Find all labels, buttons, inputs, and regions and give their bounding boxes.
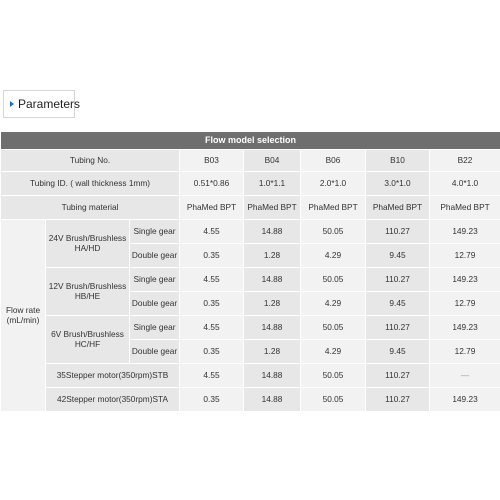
- flow-model-table: [0, 131, 500, 412]
- tubing-id-cell: 1.0*1.1: [244, 172, 301, 196]
- flow-value-cell: 149.23: [430, 316, 500, 340]
- tubing-id-row: [1, 172, 500, 196]
- flow-value-cell: 4.55: [180, 268, 244, 292]
- flow-value-cell: 110.27: [366, 316, 430, 340]
- tubing-id-cell: 2.0*1.0: [301, 172, 366, 196]
- flow-rate-label: Flow rate (mL/min): [1, 220, 46, 412]
- tubing-code-cell: B22: [430, 150, 500, 172]
- flow-value-cell: 4.29: [301, 340, 366, 364]
- parameters-tab[interactable]: [3, 90, 81, 118]
- table-row: [1, 220, 500, 244]
- flow-value-cell: 4.29: [301, 244, 366, 268]
- flow-value-cell: 0.35: [180, 244, 244, 268]
- tubing-no-row: [1, 150, 500, 172]
- flow-value-cell: 110.27: [366, 220, 430, 244]
- flow-value-cell: 12.79: [430, 244, 500, 268]
- flow-value-cell: 9.45: [366, 292, 430, 316]
- flow-value-cell: 14.88: [244, 268, 301, 292]
- single-gear-label: Single gear: [130, 268, 180, 292]
- flow-value-cell: 149.23: [430, 388, 500, 412]
- flow-value-cell: —: [430, 364, 500, 388]
- tubing-id-cell: 0.51*0.86: [180, 172, 244, 196]
- stepper-label: 42Stepper motor(350rpm)STA: [46, 388, 180, 412]
- flow-value-cell: 4.55: [180, 316, 244, 340]
- tubing-material-label: Tubing material: [1, 196, 180, 220]
- flow-value-cell: 110.27: [366, 388, 430, 412]
- flow-value-cell: 50.05: [301, 316, 366, 340]
- single-gear-label: Single gear: [130, 316, 180, 340]
- double-gear-label: Double gear: [130, 292, 180, 316]
- tubing-material-cell: PhaMed BPT: [180, 196, 244, 220]
- table-row: [1, 316, 500, 340]
- table-title-row: [1, 132, 500, 150]
- flow-value-cell: 1.28: [244, 292, 301, 316]
- table-row: [1, 388, 500, 412]
- table-row: [1, 268, 500, 292]
- flow-value-cell: 110.27: [366, 364, 430, 388]
- stepper-label: 35Stepper motor(350rpm)STB: [46, 364, 180, 388]
- flow-value-cell: 14.88: [244, 388, 301, 412]
- motor-label: 6V Brush/Brushless HC/HF: [46, 316, 130, 364]
- tubing-material-cell: PhaMed BPT: [430, 196, 500, 220]
- tubing-code-cell: B10: [366, 150, 430, 172]
- flow-value-cell: 4.55: [180, 364, 244, 388]
- tubing-id-cell: 3.0*1.0: [366, 172, 430, 196]
- double-gear-label: Double gear: [130, 244, 180, 268]
- tubing-material-cell: PhaMed BPT: [301, 196, 366, 220]
- tubing-code-cell: B03: [180, 150, 244, 172]
- flow-value-cell: 149.23: [430, 220, 500, 244]
- flow-value-cell: 0.35: [180, 340, 244, 364]
- flow-value-cell: 1.28: [244, 244, 301, 268]
- flow-value-cell: 0.35: [180, 292, 244, 316]
- flow-value-cell: 14.88: [244, 220, 301, 244]
- flow-value-cell: 0.35: [180, 388, 244, 412]
- motor-label: 24V Brush/Brushless HA/HD: [46, 220, 130, 268]
- tubing-material-row: [1, 196, 500, 220]
- play-arrow-icon: [10, 101, 14, 107]
- tubing-code-cell: B04: [244, 150, 301, 172]
- flow-value-cell: 12.79: [430, 340, 500, 364]
- flow-value-cell: 9.45: [366, 340, 430, 364]
- flow-value-cell: 50.05: [301, 220, 366, 244]
- table-row: [1, 364, 500, 388]
- tubing-material-cell: PhaMed BPT: [366, 196, 430, 220]
- flow-value-cell: 4.29: [301, 292, 366, 316]
- single-gear-label: Single gear: [130, 220, 180, 244]
- flow-value-cell: 14.88: [244, 316, 301, 340]
- flow-value-cell: 50.05: [301, 388, 366, 412]
- tubing-no-label: Tubing No.: [1, 150, 180, 172]
- parameters-tab-label: Parameters: [18, 97, 81, 111]
- flow-value-cell: 1.28: [244, 340, 301, 364]
- flow-value-cell: 4.55: [180, 220, 244, 244]
- flow-value-cell: 149.23: [430, 268, 500, 292]
- motor-label: 12V Brush/Brushless HB/HE: [46, 268, 130, 316]
- flow-value-cell: 14.88: [244, 364, 301, 388]
- tubing-code-cell: B06: [301, 150, 366, 172]
- flow-value-cell: 50.05: [301, 364, 366, 388]
- tubing-id-label: Tubing ID. ( wall thickness 1mm): [1, 172, 180, 196]
- tubing-material-cell: PhaMed BPT: [244, 196, 301, 220]
- double-gear-label: Double gear: [130, 340, 180, 364]
- flow-value-cell: 9.45: [366, 244, 430, 268]
- flow-value-cell: 50.05: [301, 268, 366, 292]
- flow-table-container: [0, 131, 500, 412]
- tubing-id-cell: 4.0*1.0: [430, 172, 500, 196]
- table-title: Flow model selection: [1, 132, 500, 150]
- flow-value-cell: 12.79: [430, 292, 500, 316]
- flow-value-cell: 110.27: [366, 268, 430, 292]
